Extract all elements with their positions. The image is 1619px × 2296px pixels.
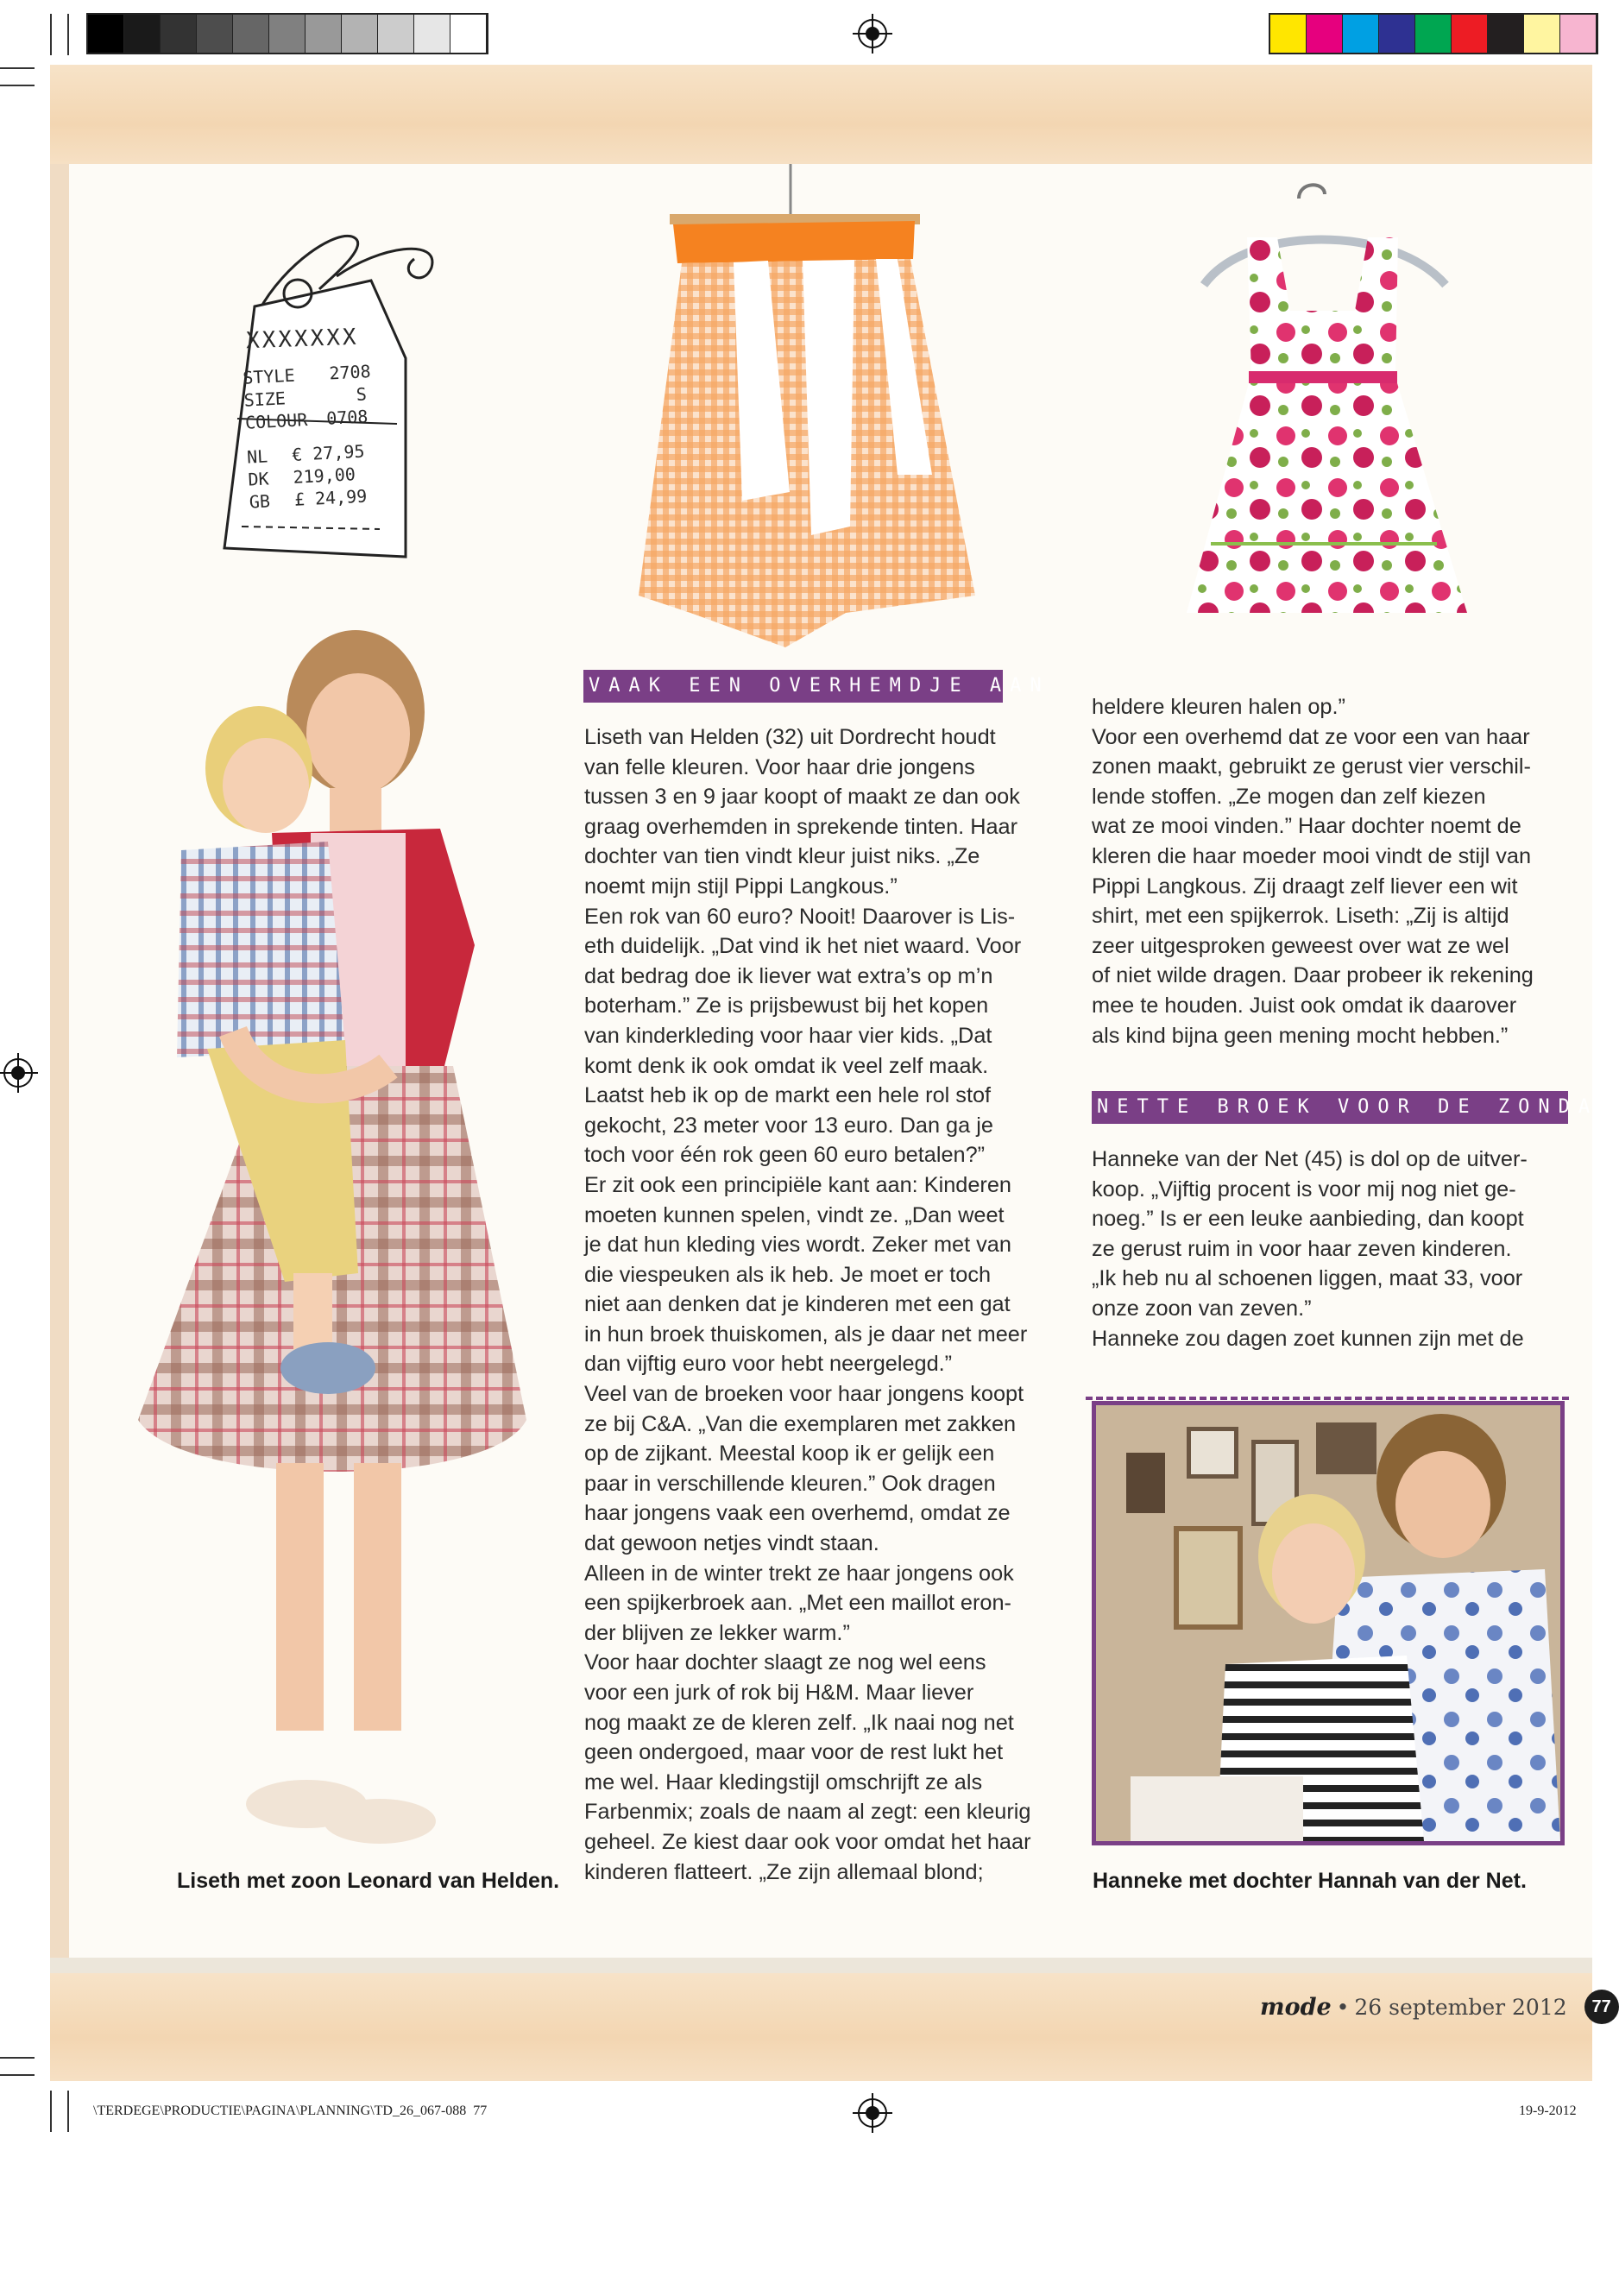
text-line: van felle kleuren. Voor haar drie jongens [584,754,975,779]
text-line: dochter van tien vindt kleur juist niks. „Ze [584,844,980,869]
text-line: boterham.” Ze is prijsbewust bij het kopen [584,993,989,1019]
color-calibration-bar [1269,13,1598,54]
page-edge [50,164,69,1958]
text-line: Liseth van Helden (32) uit Dordrecht houdt [584,725,996,749]
text-line: geheel. Ze kiest daar ook voor omdat het haar [584,1829,1031,1854]
text-line: wat ze mooi vinden.” Haar dochter noemt de [1092,814,1521,839]
slug-path: \TERDEGE\PRODUCTIE\PAGINA\PLANNING\TD_26_067-088 77 [93,2104,488,2118]
text-line: gekocht, 23 meter voor 13 euro. Dan ga je [584,1113,993,1138]
text-line: dat bedrag doe ik liever wat extra’s op m’n [584,963,993,988]
page-footer [1260,1990,1619,2024]
mother-son-photo [129,617,544,1847]
text-line: haar jongens vaak een overhemd, omdat ze [584,1501,1011,1526]
text-line: noeg.” Is er een leuke aanbieding, dan koopt [1092,1207,1524,1232]
tag-lines: STYLE 2708 SIZE S COLOUR 0708 NL € 27,95 DK 219,00 GB £ 24,99 [242,361,372,513]
text-line: voor een jurk of rok bij H&M. Maar liever [584,1681,974,1705]
text-line: Een rok van 60 euro? Nooit! Daarover is Lis- [584,904,1016,929]
price-tag-illustration [207,229,466,583]
page-number-badge: 77 [1584,1990,1619,2024]
text-line: op de zijkant. Meestal koop ik er gelijk een [584,1441,995,1467]
text-line: Veel van de broeken voor haar jongens koopt [584,1382,1024,1407]
grey-calibration-bar [86,13,488,54]
text-line: Voor een overhemd dat ze voor een van haar [1092,724,1530,749]
text-line: in hun broek thuiskomen, als je daar net meer [584,1321,1028,1347]
text-line: mee te houden. Juist ook omdat ik daarover [1092,993,1517,1018]
text-line: der blijven ze lekker warm.” [584,1620,850,1645]
caption-hanneke: Hanneke met dochter Hannah van der Net. [1093,1869,1527,1893]
floral-dress-photo [1169,164,1480,639]
top-paper-band [50,65,1592,164]
text-line: die viespeuken als ik heb. Je moet er toch [584,1262,992,1287]
footer-separator: • [1336,1994,1350,2020]
text-line: me wel. Haar kledingstijl omschrijft ze als [584,1769,983,1795]
text-line: of niet wilde dragen. Daar probeer ik rekening [1092,963,1534,988]
text-line: nog maakt ze de kleren zelf. „Ik naai nog net [584,1710,1014,1735]
article-column-right-bottom [1092,1145,1575,1353]
footer-section: mode [1260,1993,1332,2021]
article-column-right-top [1092,692,1575,1050]
registration-mark-bottom [858,2098,887,2128]
text-line: van kinderkleding voor haar vier kids. „Dat [584,1023,992,1048]
text-line: moeten kunnen spelen, vindt ze. „Dan weet [584,1202,1005,1227]
text-line: onze zoon van zeven.” [1092,1296,1312,1321]
text-line: Alleen in de winter trekt ze haar jongens ook [584,1561,1014,1586]
text-line: dan vijftig euro voor hebt neergelegd.” [584,1352,953,1377]
photo-frame-dash-top [1086,1397,1569,1403]
section-heading-overhemdje: VAAK EEN OVERHEMDJE AAN [583,670,1003,703]
tag-code: XXXXXXX [245,324,360,355]
caption-liseth: Liseth met zoon Leonard van Helden. [177,1869,560,1893]
registration-mark-left [3,1058,33,1088]
text-line: ze gerust ruim in voor haar zeven kinderen. [1092,1236,1512,1261]
text-line: Laatst heb ik op de markt een hele rol stof [584,1083,992,1108]
text-line: komt denk ik ook omdat ik veel zelf maak. [584,1053,989,1078]
footer-date: 26 september 2012 [1354,1994,1567,2020]
text-line: je dat hun kleding vies wordt. Zeker met van [584,1233,1011,1258]
text-line: geen ondergoed, maar voor de rest lukt het [584,1740,1004,1765]
text-line: ze bij C&A. „Van die exemplaren met zakken [584,1411,1017,1436]
text-line: „Ik heb nu al schoenen liggen, maat 33, voor [1092,1266,1523,1291]
slug-date: 19-9-2012 [1519,2104,1577,2118]
text-line: graag overhemden in sprekende tinten. Haar [584,814,1018,839]
text-line: paar in verschillende kleuren.” Ook dragen [584,1471,996,1496]
text-line: Hanneke zou dagen zoet kunnen zijn met de [1092,1326,1524,1351]
text-line: shirt, met een spijkerrok. Liseth: „Zij is altijd [1092,904,1509,929]
orange-skirt-photo [639,164,984,652]
article-column-middle [584,722,1068,1887]
text-line: toch voor één rok geen 60 euro betalen?” [584,1143,986,1168]
registration-mark-top [858,19,887,48]
text-line: Er zit ook een principiële kant aan: Kinderen [584,1172,1011,1197]
text-line: lende stoffen. „Ze mogen dan zelf kiezen [1092,784,1486,809]
text-line: Farbenmix; zoals de naam al zegt: een kleurig [584,1800,1031,1825]
text-line: Voor haar dochter slaagt ze nog wel eens [584,1650,986,1675]
text-line: kinderen flatteert. „Ze zijn allemaal blond; [584,1859,984,1884]
text-line: een spijkerbroek aan. „Met een maillot eron- [584,1591,1011,1616]
text-line: dat gewoon netjes vindt staan. [584,1531,879,1556]
text-line: Pippi Langkous. Zij draagt zelf liever een wit [1092,874,1518,899]
text-line: zeer uitgesproken geweest over wat ze wel [1092,933,1509,958]
section-heading-nette-broek: NETTE BROEK VOOR DE ZONDAG [1092,1091,1568,1124]
text-line: niet aan denken dat je kinderen met een gat [584,1292,1011,1317]
text-line: zonen maakt, gebruikt ze gerust vier verschil- [1092,754,1531,779]
text-line: Hanneke van der Net (45) is dol op de uitver- [1092,1147,1528,1171]
text-line: eth duidelijk. „Dat vind ik het niet waard. Voor [584,934,1022,959]
text-line: kleren die haar moeder mooi vindt de stijl van [1092,843,1532,868]
text-line: koop. „Vijftig procent is voor mij nog niet ge- [1092,1176,1516,1202]
text-line: tussen 3 en 9 jaar koopt of maakt ze dan ook [584,785,1020,810]
text-line: noemt mijn stijl Pippi Langkous.” [584,874,898,899]
page-shadow [50,1958,1592,1973]
mother-daughter-photo [1092,1401,1565,1845]
text-line: als kind bijna geen mening mocht hebben.” [1092,1023,1509,1048]
text-line: heldere kleuren halen op.” [1092,695,1345,719]
